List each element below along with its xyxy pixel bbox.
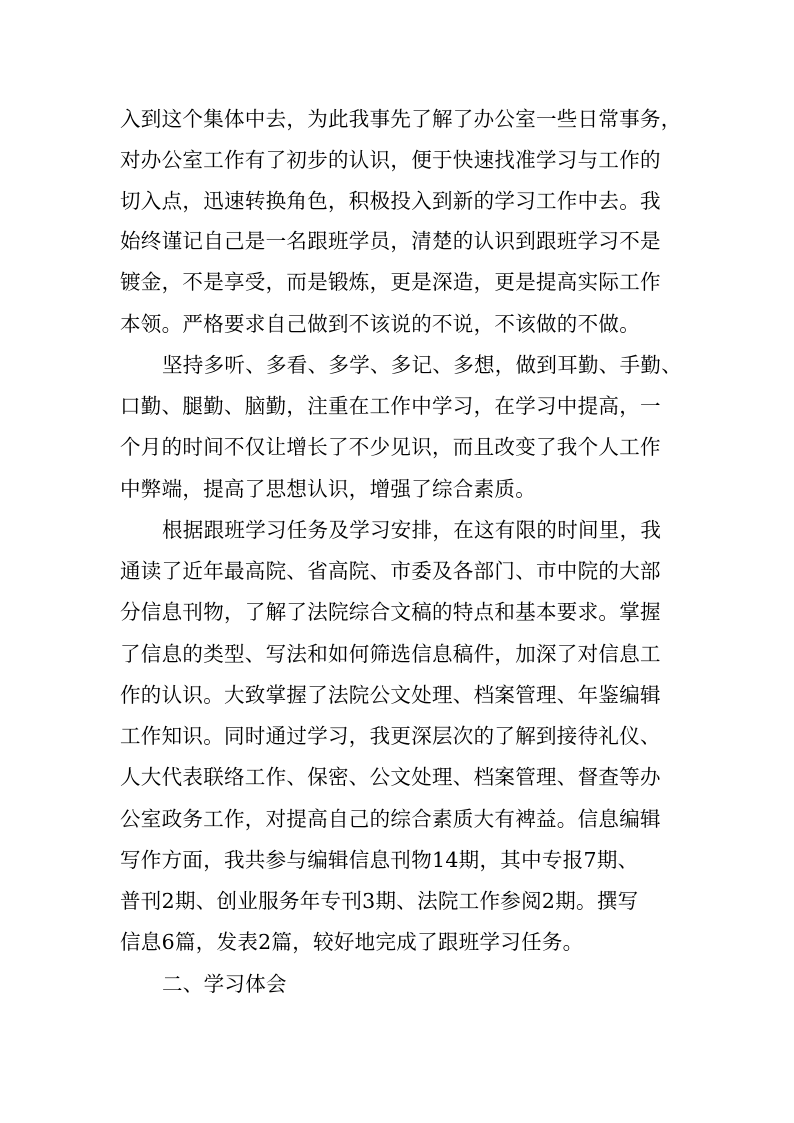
text-line: 对办公室工作有了初步的认识，便于快速找准学习与工作的 [120, 148, 661, 172]
text-line: 个月的时间不仅让增长了不少见识，而且改变了我个人工作 [120, 435, 661, 459]
text-line: 镀金，不是享受，而是锻炼，更是深造，更是提高实际工作 [120, 270, 661, 294]
section-heading: 二、学习体会 [162, 972, 287, 996]
text-line: 切入点，迅速转换角色，积极投入到新的学习工作中去。我 [120, 189, 661, 213]
text-line: 中弊端，提高了思想认识，增强了综合素质。 [120, 477, 536, 501]
text-line: 工作知识。同时通过学习，我更深层次的了解到接待礼仪、 [120, 724, 661, 748]
text-line: 了信息的类型、写法和如何筛选信息稿件，加深了对信息工 [120, 642, 661, 666]
paragraph-first-line: 根据跟班学习任务及学习安排，在这有限的时间里，我 [162, 518, 662, 542]
text-line: 作的认识。大致掌握了法院公文处理、档案管理、年鉴编辑 [120, 683, 661, 707]
text-line: 写作方面，我共参与编辑信息刊物14期，其中专报7期、 [120, 848, 639, 872]
text-line: 口勤、腿勤、脑勤，注重在工作中学习，在学习中提高，一 [120, 394, 661, 418]
text-line: 分信息刊物，了解了法院综合文稿的特点和基本要求。掌握 [120, 600, 661, 624]
text-line: 本领。严格要求自己做到不该说的不说，不该做的不做。 [120, 312, 640, 336]
text-line: 入到这个集体中去，为此我事先了解了办公室一些日常事务， [120, 107, 682, 131]
paragraph-first-line: 坚持多听、多看、多学、多记、多想，做到耳勤、手勤、 [162, 353, 682, 377]
text-line: 人大代表联络工作、保密、公文处理、档案管理、督查等办 [120, 765, 661, 789]
text-line: 信息6篇，发表2篇，较好地完成了跟班学习任务。 [120, 930, 584, 954]
text-line: 通读了近年最高院、省高院、市委及各部门、市中院的大部 [120, 559, 661, 583]
text-line: 公室政务工作，对提高自己的综合素质大有裨益。信息编辑 [120, 807, 661, 831]
text-line: 始终谨记自己是一名跟班学员，清楚的认识到跟班学习不是 [120, 229, 661, 253]
text-line: 普刊2期、创业服务年专刊3期、法院工作参阅2期。撰写 [120, 889, 639, 913]
